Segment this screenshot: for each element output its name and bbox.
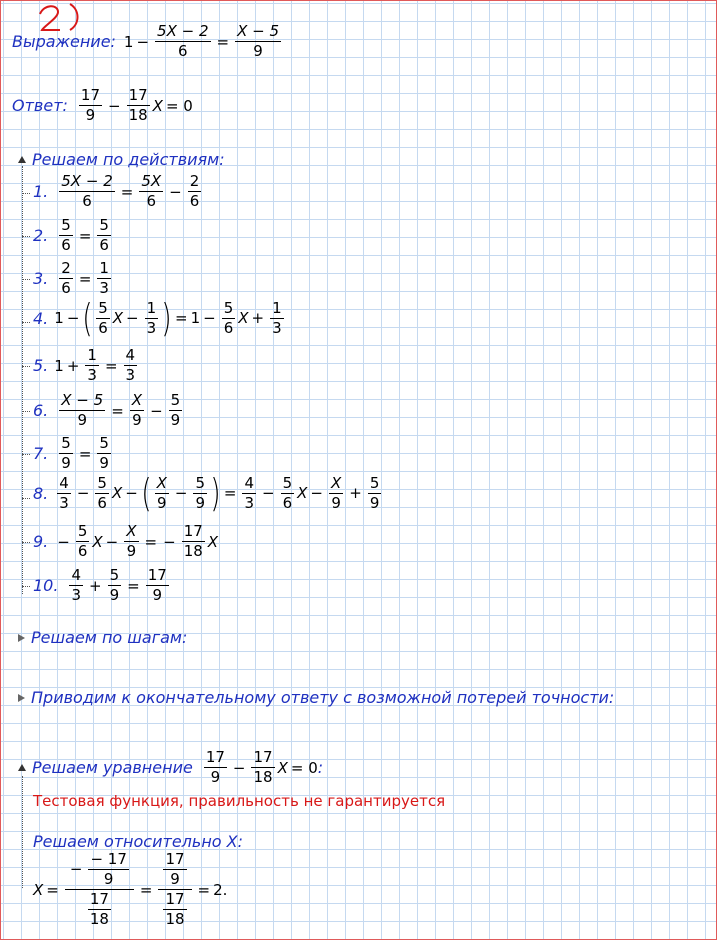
step-4: 4. 1 − ( $\frac{5}{6}$ X − $\frac{1}{3}$ ) = 1 − $\frac{5}{6}$ X + $\frac{1}{3}$ bbox=[33, 296, 282, 340]
fraction: $\frac{17}{18}$ bbox=[128, 86, 148, 124]
fraction: $\frac{2}{6}$ bbox=[61, 259, 71, 297]
expand-triangle-icon[interactable] bbox=[18, 694, 25, 702]
section-by-steps[interactable]: Решаем по шагам: bbox=[18, 628, 187, 647]
fraction: $\frac{5}{9}$ bbox=[369, 473, 380, 512]
fraction: $\frac{5X - 2}{6}$ bbox=[61, 172, 113, 210]
fraction: $\frac{17}{9}$ bbox=[205, 748, 225, 786]
step-3: 3. $\frac{2}{6}$ = $\frac{1}{3}$ bbox=[33, 259, 109, 297]
tree-bracket bbox=[22, 776, 23, 888]
fraction: $\frac{- 17}{9}$ bbox=[90, 850, 127, 888]
fraction: $\frac{X - 5}{9}$ bbox=[237, 22, 280, 60]
fraction: $\frac{5X}{6}$ bbox=[141, 172, 162, 210]
fraction: $\frac{5}{9}$ bbox=[61, 434, 71, 472]
fraction: $\frac{5}{6}$ bbox=[97, 473, 107, 512]
step-1: 1. $\frac{5X - 2}{6}$ = $\frac{5X}{6}$ − $\frac{2}{6}$ bbox=[33, 172, 200, 210]
section-by-actions[interactable]: Решаем по действиям: bbox=[18, 150, 225, 169]
fraction: $\frac{1}{3}$ bbox=[146, 298, 157, 337]
step-8: 8. $\frac{4}{3}$ − $\frac{5}{6}$ X − ( $\frac{X}{9}$ − $\frac{5}{9}$ ) = $\frac{4}{3}$ − $\frac{5}{6}$ X − $\frac{X}{9}$ + $\frac{5}{9}$ bbox=[33, 471, 380, 515]
solve-relative: Решаем относительно X: bbox=[33, 832, 243, 851]
step-5: 5. 1 + $\frac{1}{3}$ = $\frac{4}{3}$ bbox=[33, 346, 136, 384]
fraction: $\frac{5}{6}$ bbox=[223, 298, 234, 337]
expression-label: Выражение: bbox=[12, 32, 116, 51]
fraction: $\frac{17}{9}$ bbox=[147, 566, 167, 604]
fraction: $\frac{17}{18}$ bbox=[183, 522, 203, 560]
step-6: 6. $\frac{X - 5}{9}$ = $\frac{X}{9}$ − $\frac{5}{9}$ bbox=[33, 391, 181, 429]
fraction: $\frac{X}{9}$ bbox=[126, 522, 137, 560]
fraction: $\frac{5}{6}$ bbox=[99, 216, 109, 254]
step-7: 7. $\frac{5}{9}$ = $\frac{5}{9}$ bbox=[33, 434, 109, 472]
fraction: $\frac{1}{3}$ bbox=[99, 259, 109, 297]
fraction: $\frac{17}{9}$ bbox=[165, 850, 185, 888]
fraction: $\frac{5}{9}$ bbox=[99, 434, 109, 472]
fraction: $\frac{2}{6}$ bbox=[189, 172, 200, 210]
warning-text: Тестовая функция, правильность не гарантируется bbox=[33, 792, 446, 810]
fraction: $\frac{1}{3}$ bbox=[272, 298, 282, 337]
fraction: $\frac{4}{3}$ bbox=[71, 566, 81, 604]
fraction: $\frac{4}{3}$ bbox=[244, 473, 254, 512]
step-10: 10. $\frac{4}{3}$ + $\frac{5}{9}$ = $\frac{17}{9}$ bbox=[33, 566, 167, 604]
step-2: 2. $\frac{5}{6}$ = $\frac{5}{6}$ bbox=[33, 216, 109, 254]
fraction: $\frac{X}{9}$ bbox=[156, 473, 167, 512]
final-solution: X = − $\frac{- 17}{9}$ $\frac{17}{18}$ = $\frac{\frac{17}{9}}{\frac{17}{18}}$ = 2. bbox=[33, 850, 228, 928]
fraction: $\frac{4}{3}$ bbox=[59, 473, 69, 512]
fraction: $\frac{X}{9}$ bbox=[131, 391, 143, 429]
fraction: $\frac{5X - 2}{6}$ bbox=[157, 22, 209, 60]
fraction: − $\frac{- 17}{9}$ $\frac{17}{18}$ bbox=[65, 852, 134, 927]
answer-label: Ответ: bbox=[12, 96, 68, 115]
fraction: $\frac{5}{6}$ bbox=[98, 298, 108, 337]
fraction: $\frac{5}{6}$ bbox=[61, 216, 71, 254]
fraction: $\frac{17}{18}$ bbox=[253, 748, 273, 786]
expression-row: Выражение: 1 − $\frac{5X - 2}{6}$ = $\frac{X - 5}{9}$ bbox=[12, 22, 280, 60]
fraction: $\frac{5}{9}$ bbox=[170, 391, 181, 429]
fraction: $\frac{4}{3}$ bbox=[125, 346, 136, 384]
fraction: $\frac{5}{6}$ bbox=[77, 522, 88, 560]
fraction: $\frac{17}{9}$ bbox=[80, 86, 100, 124]
fraction: $\frac{5}{6}$ bbox=[282, 473, 293, 512]
collapse-triangle-icon[interactable] bbox=[18, 764, 26, 771]
answer-row: Ответ: $\frac{17}{9}$ − $\frac{17}{18}$ X = 0 bbox=[12, 86, 193, 124]
section-solve-equation[interactable]: Решаем уравнение $\frac{17}{9}$ − $\frac{17}{18}$ X = 0 : bbox=[18, 750, 323, 785]
section-final-answer[interactable]: Приводим к окончательному ответу с возможной потерей точности: bbox=[18, 688, 614, 707]
step-9: 9. − $\frac{5}{6}$ X − $\frac{X}{9}$ = − $\frac{17}{18}$ X bbox=[33, 522, 219, 560]
fraction: $\frac{17}{18}$ bbox=[89, 890, 109, 928]
fraction: $\frac{17}{18}$ bbox=[165, 890, 185, 928]
fraction: $\frac{X}{9}$ bbox=[330, 473, 342, 512]
fraction bbox=[158, 852, 191, 927]
tree-bracket bbox=[22, 166, 23, 594]
collapse-triangle-icon[interactable] bbox=[18, 156, 26, 163]
fraction: $\frac{5}{9}$ bbox=[195, 473, 206, 512]
expand-triangle-icon[interactable] bbox=[18, 634, 25, 642]
fraction: $\frac{X - 5}{9}$ bbox=[61, 391, 104, 429]
fraction: $\frac{1}{3}$ bbox=[87, 346, 97, 384]
fraction: $\frac{5}{9}$ bbox=[109, 566, 120, 604]
